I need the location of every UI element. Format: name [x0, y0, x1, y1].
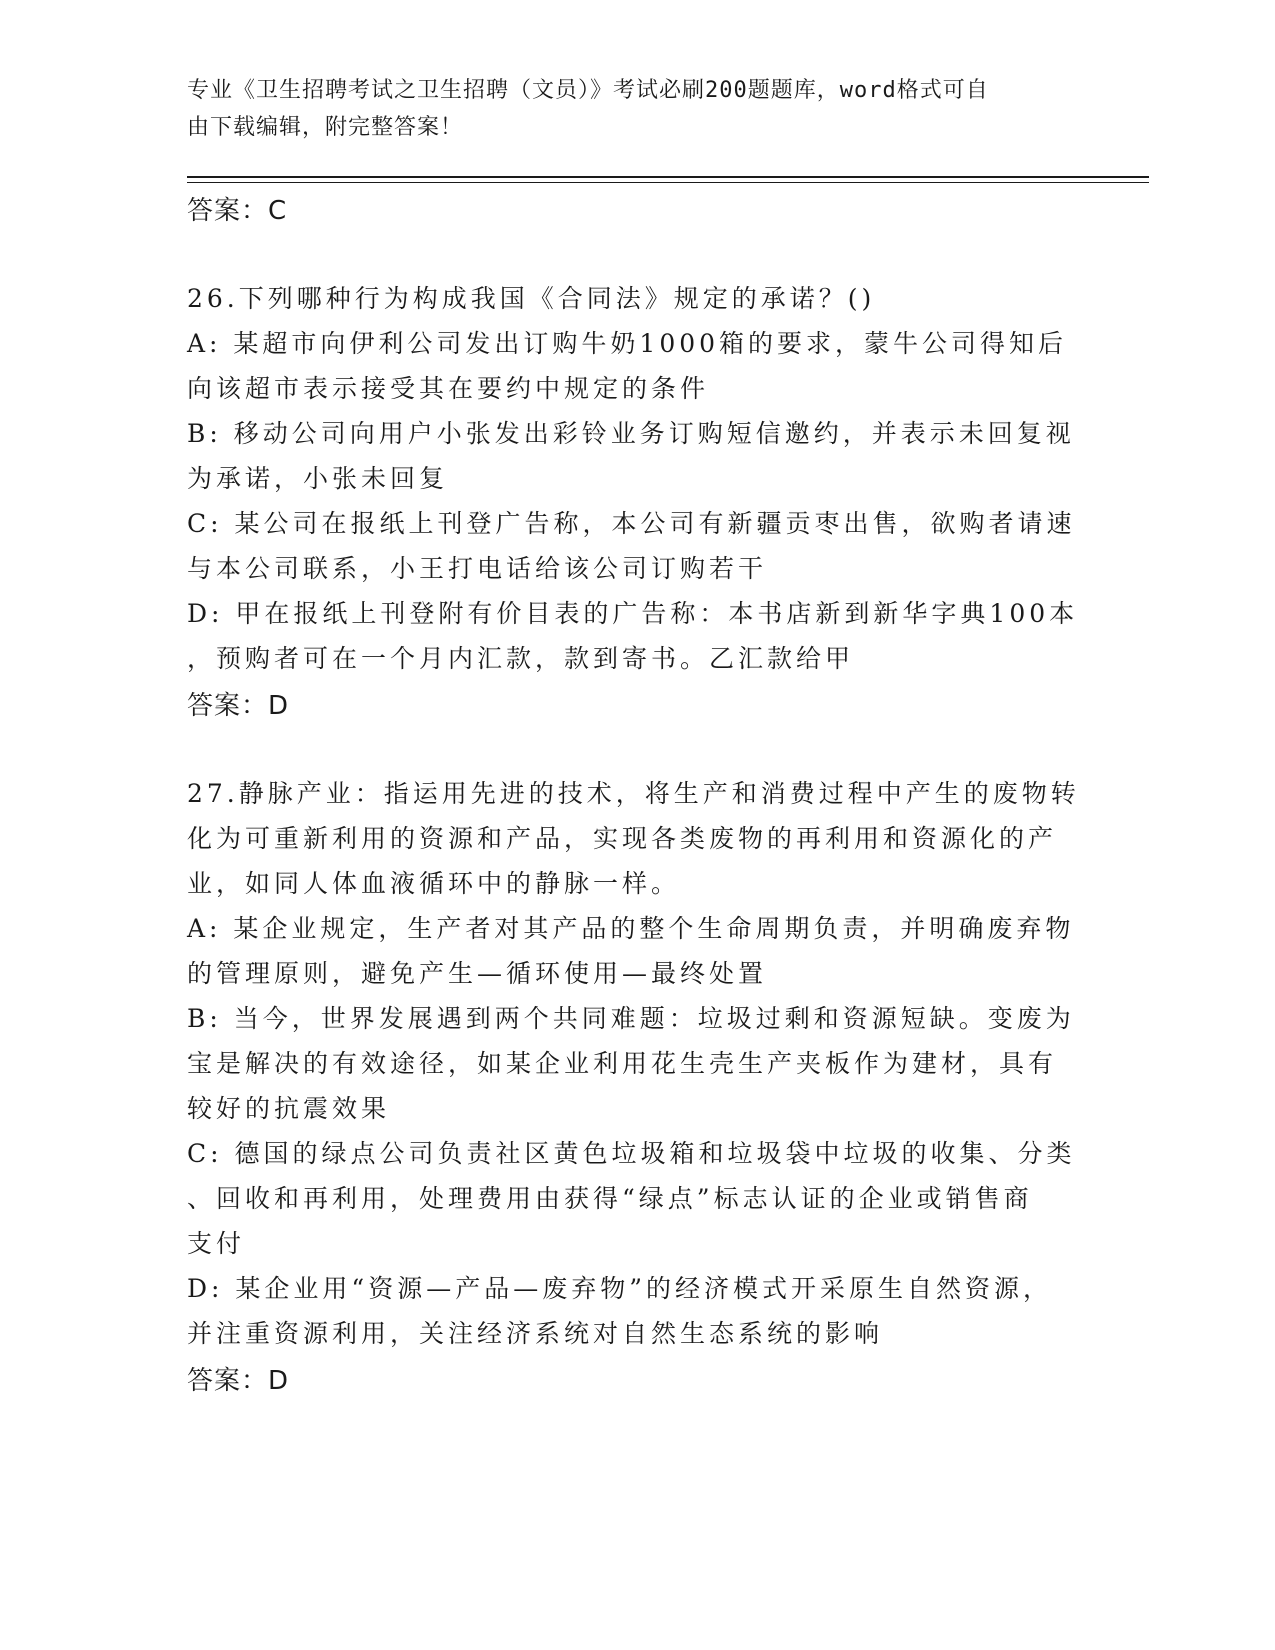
header-divider-thick	[187, 176, 1149, 178]
q26-option-a-line-1: A: 某超市向伊利公司发出订购牛奶1000箱的要求，蒙牛公司得知后	[187, 329, 1068, 358]
q26-option-c-line-1: C: 某公司在报纸上刊登广告称，本公司有新疆贡枣出售，欲购者请速	[187, 509, 1076, 538]
q27-option-b-line-1: B: 当今，世界发展遇到两个共同难题：垃圾过剩和资源短缺。变废为	[187, 1004, 1075, 1033]
spacer	[187, 236, 1087, 276]
header-line-1: 专业《卫生招聘考试之卫生招聘（文员）》考试必刷200题题库，word格式可自	[187, 78, 989, 103]
question-26-stem: 26.下列哪种行为构成我国《合同法》规定的承诺？()	[187, 284, 876, 313]
document-header	[187, 72, 1067, 146]
q26-option-b-line-1: B: 移动公司向用户小张发出彩铃业务订购短信邀约，并表示未回复视	[187, 419, 1075, 448]
q27-option-b-line-2: 宝是解决的有效途径，如某企业利用花生壳生产夹板作为建材，具有	[187, 1049, 1058, 1078]
question-27-answer: 答案：D	[187, 1366, 290, 1396]
q27-option-d-line-2: 并注重资源利用，关注经济系统对自然生态系统的影响	[187, 1319, 884, 1348]
question-26-answer: 答案：D	[187, 691, 290, 721]
question-27-stem-line-1: 27.静脉产业：指运用先进的技术，将生产和消费过程中产生的废物转	[187, 779, 1080, 808]
header-line-2: 由下载编辑，附完整答案！	[187, 115, 464, 140]
q27-option-d-line-1: D: 某企业用“资源—产品—废弃物”的经济模式开采原生自然资源，	[187, 1274, 1052, 1303]
q26-option-b-line-2: 为承诺，小张未回复	[187, 464, 449, 493]
q27-option-c-line-2: 、回收和再利用，处理费用由获得“绿点”标志认证的企业或销售商	[187, 1184, 1033, 1213]
question-27-stem-line-3: 业，如同人体血液循环中的静脉一样。	[187, 869, 681, 898]
q26-option-d-line-2: ，预购者可在一个月内汇款，款到寄书。乙汇款给甲	[187, 644, 855, 673]
q27-option-b-line-3: 较好的抗震效果	[187, 1094, 391, 1123]
previous-answer: 答案：C	[187, 196, 288, 226]
q27-option-a-line-1: A: 某企业规定，生产者对其产品的整个生命周期负责，并明确废弃物	[187, 914, 1075, 943]
document-body	[187, 186, 1087, 1406]
spacer	[187, 731, 1087, 771]
q27-option-c-line-1: C: 德国的绿点公司负责社区黄色垃圾箱和垃圾袋中垃圾的收集、分类	[187, 1139, 1076, 1168]
q26-option-a-line-2: 向该超市表示接受其在要约中规定的条件	[187, 374, 710, 403]
q26-option-c-line-2: 与本公司联系，小王打电话给该公司订购若干	[187, 554, 768, 583]
question-26	[187, 276, 1087, 731]
q27-option-c-line-3: 支付	[187, 1229, 246, 1258]
header-divider-thin	[187, 182, 1149, 183]
question-27	[187, 771, 1087, 1406]
q27-option-a-line-2: 的管理原则，避免产生—循环使用—最终处置	[187, 959, 768, 988]
q26-option-d-line-1: D: 甲在报纸上刊登附有价目表的广告称：本书店新到新华字典100本	[187, 599, 1079, 628]
question-27-stem-line-2: 化为可重新利用的资源和产品，实现各类废物的再利用和资源化的产	[187, 824, 1058, 853]
